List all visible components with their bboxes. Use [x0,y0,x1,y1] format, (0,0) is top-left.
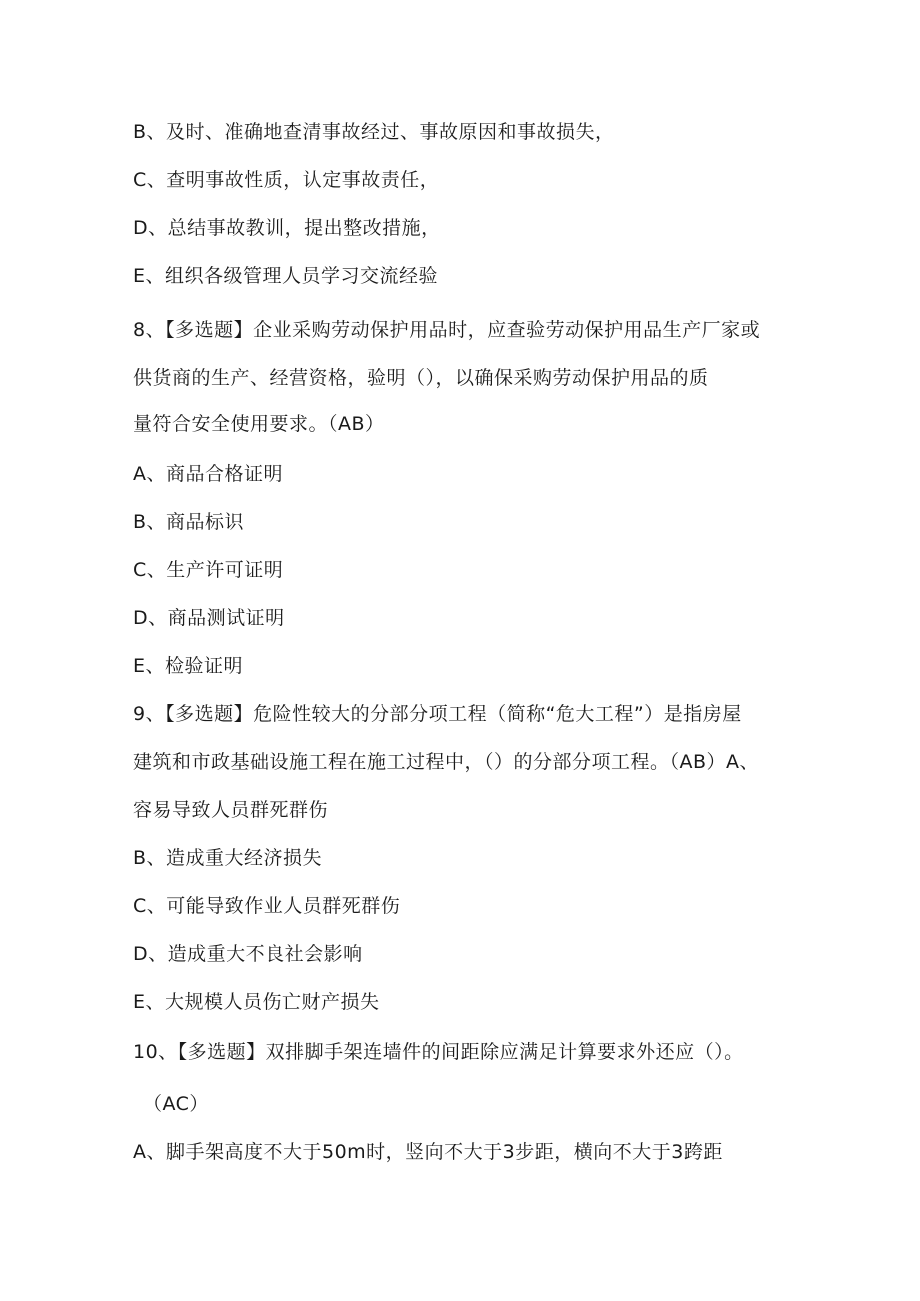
q7-option-b: B、及时、准确地查清事故经过、事故原因和事故损失， [133,121,615,143]
q8-option-e: E、检验证明 [133,655,244,677]
q9-option-c: C、可能导致作业人员群死群伤 [133,895,401,917]
q9-option-b: B、造成重大经济损失 [133,847,323,869]
q8-question-line-3: 量符合安全使用要求。（AB） [133,413,385,435]
q8-question-line-2: 供货商的生产、经营资格，验明（），以确保采购劳动保护用品的质 [133,367,709,389]
q8-option-c: C、生产许可证明 [133,559,284,581]
q8-option-a: A、商品合格证明 [133,463,283,485]
q8-option-d: D、商品测试证明 [133,607,285,629]
q10-question-line-1: 10、【多选题】双排脚手架连墙件的间距除应满足计算要求外还应（）。 [133,1041,744,1063]
q10-answer: （AC） [143,1093,209,1115]
q9-option-e: E、大规模人员伤亡财产损失 [133,991,380,1013]
q10-option-a: A、脚手架高度不大于50m时，竖向不大于3步距，横向不大于3跨距 [133,1141,723,1163]
q9-option-a: 容易导致人员群死群伤 [133,799,329,821]
q7-option-e: E、组织各级管理人员学习交流经验 [133,265,439,287]
q9-question-line-2: 建筑和市政基础设施工程在施工过程中，（）的分部分项工程。（AB）A、 [133,751,760,773]
q7-option-c: C、查明事故性质，认定事故责任， [133,169,440,191]
q7-option-d: D、总结事故教训，提出整改措施， [133,217,441,239]
q8-option-b: B、商品标识 [133,511,245,533]
q9-question-line-1: 9、【多选题】危险性较大的分部分项工程（简称“危大工程”）是指房屋 [133,703,742,725]
q9-option-d: D、造成重大不良社会影响 [133,943,363,965]
q8-question-line-1: 8、【多选题】企业采购劳动保护用品时，应查验劳动保护用品生产厂家或 [133,319,761,341]
